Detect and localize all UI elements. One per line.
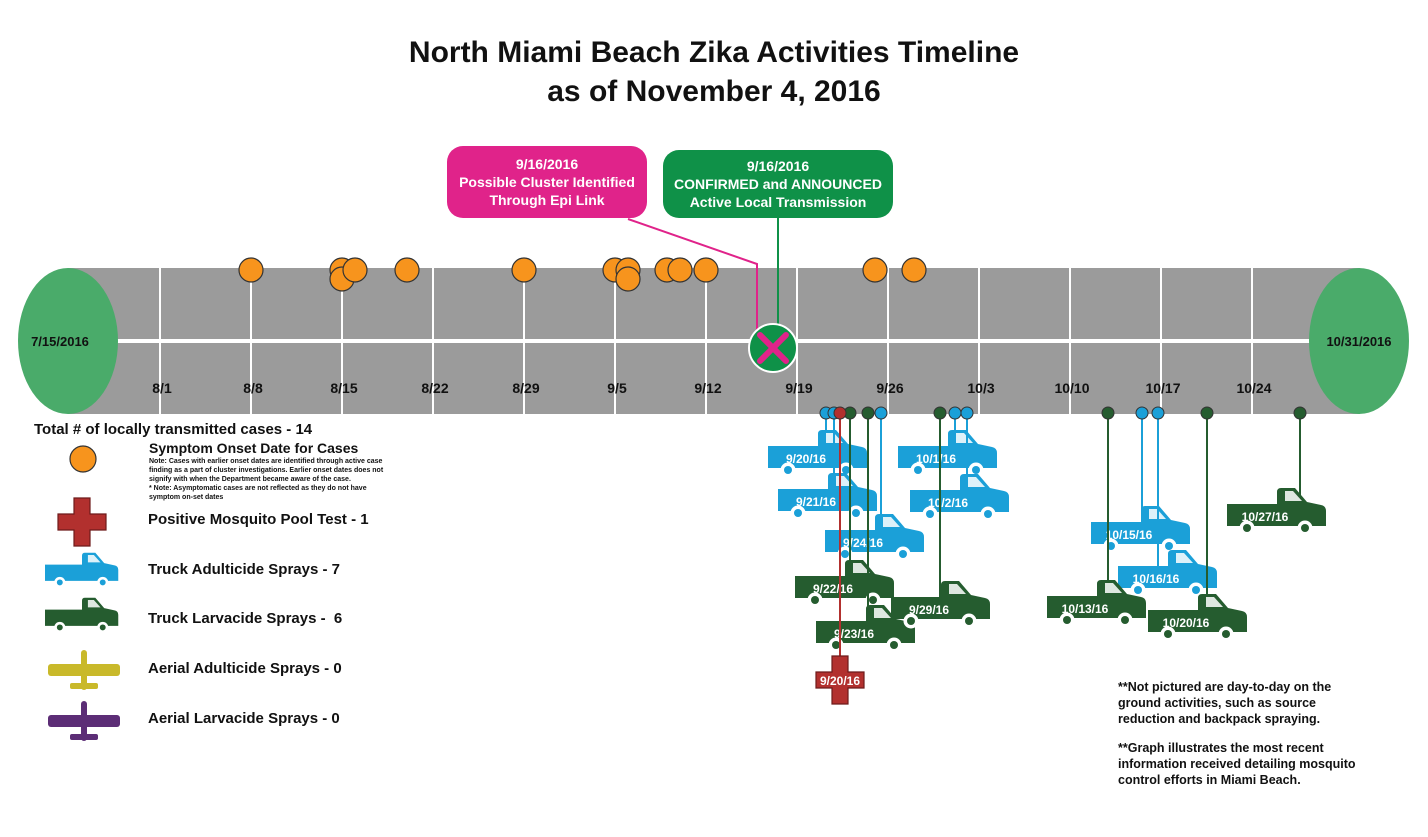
callout-cluster-line1: Possible Cluster Identified [459,174,635,190]
week-label: 10/3 [967,380,995,396]
week-label: 9/19 [785,380,813,396]
event-label: 10/20/16 [1162,616,1210,630]
week-label: 9/26 [876,380,904,396]
event-label: 10/27/16 [1241,510,1289,524]
callout-cluster-date: 9/16/2016 [515,156,579,172]
event-pin [1136,407,1148,419]
legend-aerial-adulticide: Aerial Adulticide Sprays - 0 [148,660,342,677]
truck-larvacide-event [891,407,990,629]
event-pin [949,407,961,419]
truck-adulticide-legend-icon [45,553,118,588]
event-pin [1201,407,1213,419]
event-label: 9/20/16 [819,674,861,688]
event-pin [875,407,887,419]
event-pin [1102,407,1114,419]
truck-larvacide-event [1227,407,1326,536]
week-label: 10/10 [1054,380,1090,396]
legend-total-cases: Total # of locally transmitted cases - 14 [34,421,313,438]
event-pin [834,407,846,419]
event-label: 9/22/16 [812,582,854,596]
week-label: 8/15 [330,380,358,396]
legend-note-1-line-3: signify with when the Department became aware of the case. [149,476,351,483]
event-pin [1294,407,1306,419]
event-label: 10/13/16 [1061,602,1109,616]
footnote-graph-illustrates [1118,740,1408,788]
week-label: 10/17 [1145,380,1181,396]
case-onset-dot [395,258,419,282]
event-label: 10/1/16 [915,452,957,466]
week-label: 10/24 [1236,380,1272,396]
week-label: 8/8 [243,380,263,396]
truck-adulticide-event [898,407,997,478]
event-label: 10/2/16 [927,496,969,510]
week-label: 9/5 [607,380,627,396]
mosquito-pool-legend-icon [58,498,106,546]
case-onset-dot [902,258,926,282]
footnote-1-line-2: ground activities, such as source [1118,696,1316,710]
callout-cluster [447,146,647,218]
event-pin [862,407,874,419]
page-title: North Miami Beach Zika Activities Timeline [408,36,1020,69]
truck-adulticide-event [1091,407,1190,554]
case-onset-dot [512,258,536,282]
week-label: 8/1 [152,380,172,396]
legend-truck-adulticide: Truck Adulticide Sprays - 7 [148,561,341,578]
legend-mosquito-pool: Positive Mosquito Pool Test - 1 [148,511,369,528]
week-label: 9/12 [694,380,722,396]
truck-larvacide-legend-icon [45,598,118,633]
aerial-larvacide-legend-icon [48,701,120,741]
callout-confirmed-date: 9/16/2016 [746,158,810,174]
timeline-start-label: 7/15/2016 [31,334,89,349]
event-label: 10/15/16 [1105,528,1153,542]
legend-truck-larvacide: Truck Larvacide Sprays - 6 [148,610,343,627]
legend-note-2-line-1: * Note: Asymptomatic cases are not reflected as they do not have [149,485,367,492]
footnote-2-line-2: information received detailing mosquito [1118,757,1356,771]
footnote-2-line-3: control efforts in Miami Beach. [1118,773,1301,787]
legend-note-2-line-2: symptom on-set dates [149,494,224,501]
legend-note-1-line-1: Note: Cases with earlier onset dates are identified through active case [149,458,383,465]
event-label: 9/20/16 [785,452,827,466]
event-pin [961,407,973,419]
callout-confirmed [663,150,893,218]
truck-adulticide-event [1118,407,1217,598]
legend-note-1 [149,457,439,502]
event-pin [934,407,946,419]
callout-confirmed-line1: CONFIRMED and ANNOUNCED [674,176,882,192]
timeline-end-label: 10/31/2016 [1326,334,1392,349]
case-onset-dot [239,258,263,282]
event-label: 10/16/16 [1132,572,1180,586]
legend-symptom-onset: Symptom Onset Date for Cases [149,440,359,456]
legend-aerial-larvacide: Aerial Larvacide Sprays - 0 [148,710,340,727]
callout-cluster-line2: Through Epi Link [489,192,605,208]
page-subtitle: as of November 4, 2016 [547,75,881,108]
aerial-adulticide-legend-icon [48,650,120,690]
case-onset-dot [668,258,692,282]
week-label: 8/29 [512,380,540,396]
milestone-marker [749,324,797,372]
footnote-2-line-1: **Graph illustrates the most recent [1118,741,1324,755]
case-legend-icon [70,446,96,472]
event-label: 9/24/16 [842,536,884,550]
case-onset-dot [343,258,367,282]
truck-larvacide-event [1047,407,1146,628]
case-onset-dot [694,258,718,282]
event-pin [1152,407,1164,419]
case-onset-dot [616,267,640,291]
callout-confirmed-line2: Active Local Transmission [689,194,867,210]
footnote-not-pictured [1118,679,1408,727]
footnote-1-line-1: **Not pictured are day-to-day on the [1118,680,1332,694]
week-label: 8/22 [421,380,449,396]
footnote-1-line-3: reduction and backpack spraying. [1118,712,1321,726]
event-label: 9/23/16 [833,627,875,641]
event-label: 9/29/16 [908,603,950,617]
case-onset-dot [863,258,887,282]
event-label: 9/21/16 [795,495,837,509]
legend-note-1-line-2: finding as a part of cluster investigations. Earlier onset dates does not [149,467,384,474]
